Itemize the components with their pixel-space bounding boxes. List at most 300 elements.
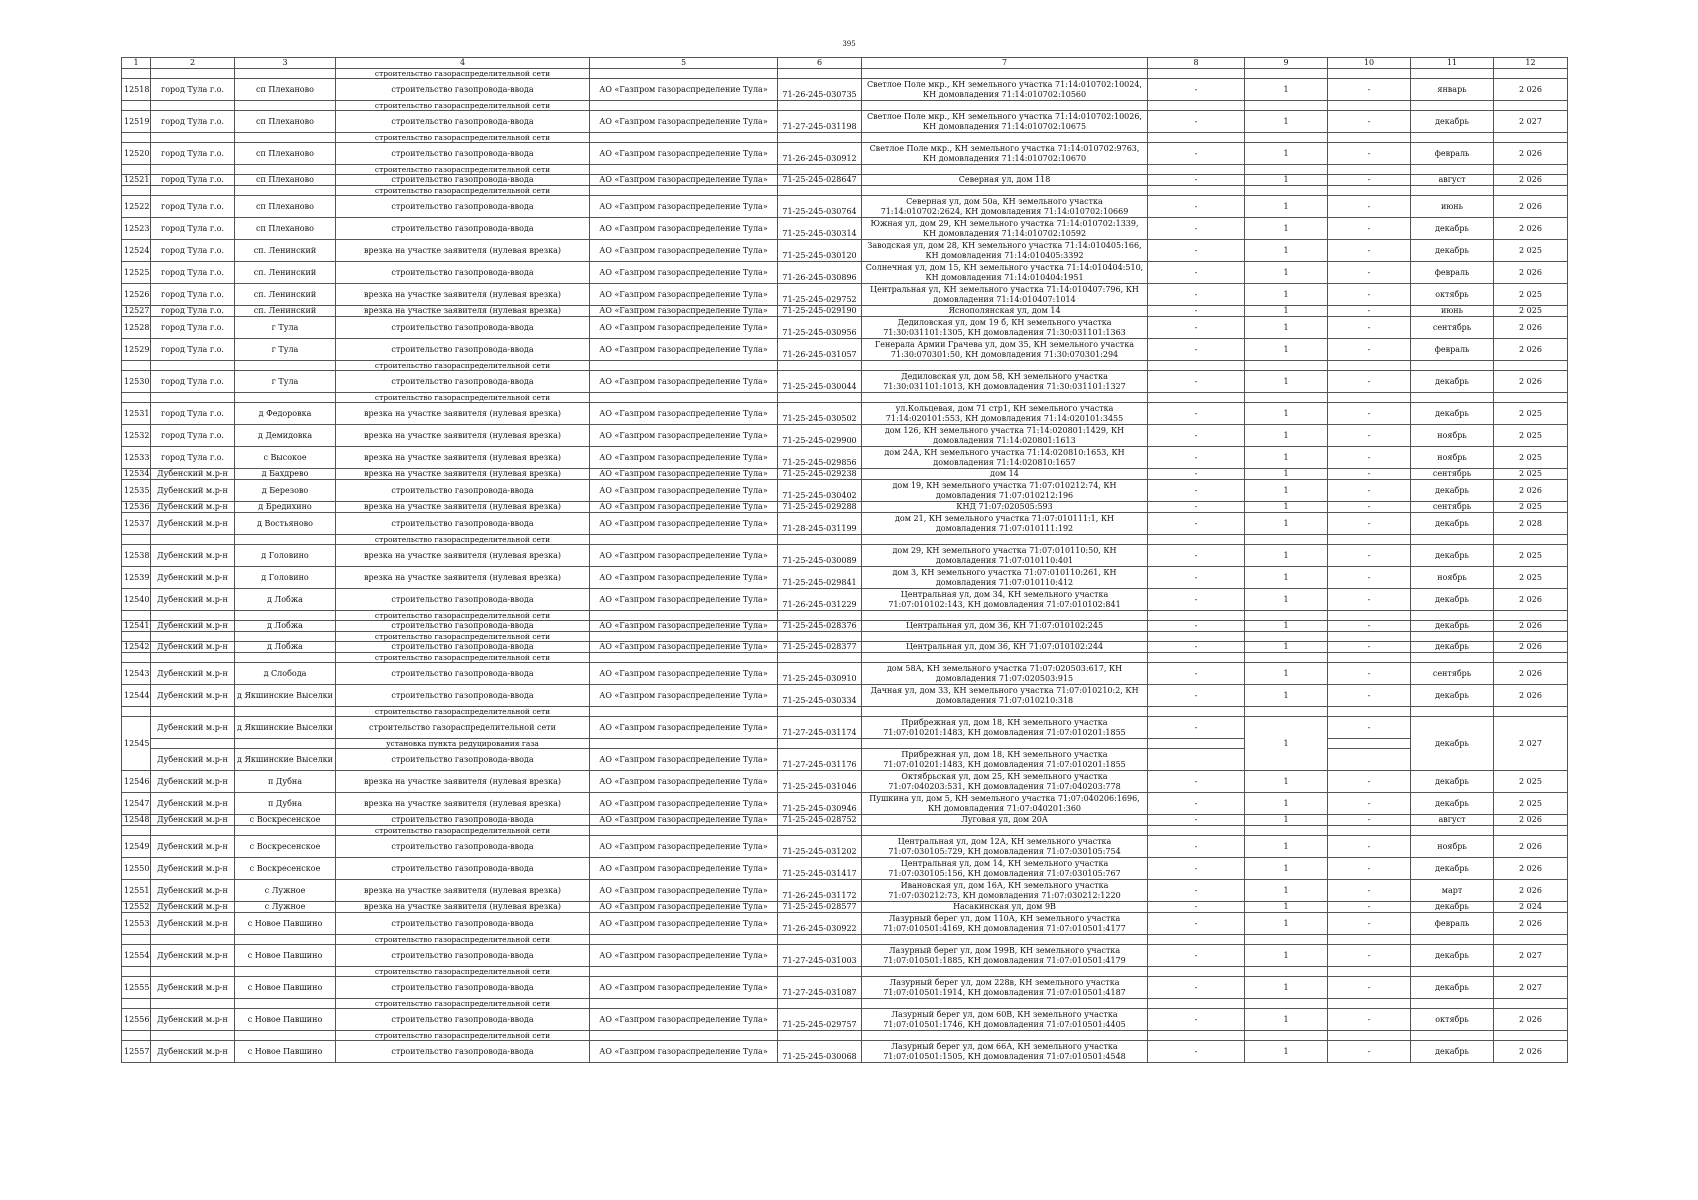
- row-address: Лазурный берег ул, дом 228в, КН земельного участка 71:07:010501:1914, КН домовладения 71:07:010501:4187: [862, 977, 1148, 999]
- row-c8: -: [1148, 175, 1245, 186]
- row-work: строительство газопровода-ввода: [336, 262, 590, 284]
- row-year: 2 025: [1494, 567, 1568, 589]
- row-code: 71-25-245-030502: [778, 403, 862, 425]
- row-month: декабрь: [1411, 480, 1494, 502]
- row-year: 2 026: [1494, 143, 1568, 165]
- table-subrow: [122, 935, 1568, 945]
- row-c10: -: [1328, 317, 1411, 339]
- row-work: строительство газопровода-ввода: [336, 371, 590, 393]
- row-address: дом 21, КН земельного участка 71:07:010111:1, КН домовладения 71:07:010111:192: [862, 513, 1148, 535]
- row-c10: -: [1328, 642, 1411, 653]
- row-org: АО «Газпром газораспределение Тула»: [590, 567, 778, 589]
- row-settlement: д Бахдрево: [235, 469, 336, 480]
- table-subrow: [122, 653, 1568, 663]
- row-work: врезка на участке заявителя (нулевая врезка): [336, 469, 590, 480]
- row-c8: -: [1148, 663, 1245, 685]
- row-c9: 1: [1245, 1009, 1328, 1031]
- row-c10: -: [1328, 717, 1411, 739]
- row-org: АО «Газпром газораспределение Тула»: [590, 717, 778, 739]
- row-work: строительство газопровода-ввода: [336, 685, 590, 707]
- row-district: город Тула г.о.: [151, 79, 235, 101]
- row-org: АО «Газпром газораспределение Тула»: [590, 240, 778, 262]
- row-org: АО «Газпром газораспределение Тула»: [590, 196, 778, 218]
- row-c9: 1: [1245, 902, 1328, 913]
- row-id: 12557: [122, 1041, 151, 1063]
- row-work: строительство газопровода-ввода: [336, 977, 590, 999]
- table-subrow: [122, 165, 1568, 175]
- row-c9: 1: [1245, 480, 1328, 502]
- col-header: 1: [122, 58, 151, 69]
- row-district: Дубенский м.р-н: [151, 945, 235, 967]
- row-work: строительство газопровода-ввода: [336, 836, 590, 858]
- row-c8: -: [1148, 567, 1245, 589]
- table-body-upper: [122, 69, 1568, 707]
- row-work: строительство газопровода-ввода: [336, 196, 590, 218]
- table-subrow: [122, 707, 1568, 717]
- table-row: [122, 793, 1568, 815]
- row-c10: -: [1328, 480, 1411, 502]
- row-settlement: д Лобжа: [235, 621, 336, 632]
- row-work: врезка на участке заявителя (нулевая врезка): [336, 284, 590, 306]
- row-work: врезка на участке заявителя (нулевая врезка): [336, 880, 590, 902]
- row-org: АО «Газпром газораспределение Тула»: [590, 589, 778, 611]
- row-work: врезка на участке заявителя (нулевая врезка): [336, 403, 590, 425]
- row-c8: -: [1148, 858, 1245, 880]
- row-org: АО «Газпром газораспределение Тула»: [590, 111, 778, 133]
- table-body-lower: [122, 771, 1568, 1063]
- row-month: декабрь: [1411, 642, 1494, 653]
- row-address: Центральная ул, дом 36, КН 71:07:010102:245: [862, 621, 1148, 632]
- row-district: город Тула г.о.: [151, 339, 235, 361]
- row-settlement: д Лобжа: [235, 642, 336, 653]
- table-subrow: [122, 611, 1568, 621]
- row-c9: 1: [1245, 836, 1328, 858]
- row-id: 12546: [122, 771, 151, 793]
- row-code: 71-25-245-031417: [778, 858, 862, 880]
- row-month: декабрь: [1411, 945, 1494, 967]
- row-c10: -: [1328, 880, 1411, 902]
- table-row: [122, 836, 1568, 858]
- row-settlement: сп Плеханово: [235, 111, 336, 133]
- row-org: АО «Газпром газораспределение Тула»: [590, 480, 778, 502]
- row-work: врезка на участке заявителя (нулевая врезка): [336, 502, 590, 513]
- row-address: Яснополянская ул, дом 14: [862, 306, 1148, 317]
- row-c10: -: [1328, 218, 1411, 240]
- row-district: Дубенский м.р-н: [151, 685, 235, 707]
- row-c9: 1: [1245, 663, 1328, 685]
- row-org: АО «Газпром газораспределение Тула»: [590, 339, 778, 361]
- row-org: АО «Газпром газораспределение Тула»: [590, 642, 778, 653]
- row-code: 71-27-245-031198: [778, 111, 862, 133]
- row-address: Центральная ул, дом 12А, КН земельного участка 71:07:030105:729, КН домовладения 71:07:030105:754: [862, 836, 1148, 858]
- row-month: декабрь: [1411, 717, 1494, 771]
- row-c9: 1: [1245, 717, 1328, 771]
- row-month: декабрь: [1411, 403, 1494, 425]
- row-month: ноябрь: [1411, 425, 1494, 447]
- row-c9: 1: [1245, 880, 1328, 902]
- subrow-work: строительство газораспределительной сети: [336, 707, 590, 717]
- row-address: ул.Кольцевая, дом 71 стр1, КН земельного участка 71:14:020101:553, КН домовладения 71:14:020101:3455: [862, 403, 1148, 425]
- row-code: 71-25-245-031202: [778, 836, 862, 858]
- row-org: АО «Газпром газораспределение Тула»: [590, 880, 778, 902]
- row-address: Лазурный берег ул, дом 199В, КН земельного участка 71:07:010501:1885, КН домовладения 71:07:010501:4179: [862, 945, 1148, 967]
- row-c10: -: [1328, 567, 1411, 589]
- row-c8: -: [1148, 218, 1245, 240]
- row-code: 71-27-245-031087: [778, 977, 862, 999]
- row-code: 71-25-245-030956: [778, 317, 862, 339]
- row-id: 12540: [122, 589, 151, 611]
- subrow-work: строительство газораспределительной сети: [336, 133, 590, 143]
- subrow-work: строительство газораспределительной сети: [336, 393, 590, 403]
- row-id: 12530: [122, 371, 151, 393]
- row-district: Дубенский м.р-н: [151, 836, 235, 858]
- row-year: 2 024: [1494, 902, 1568, 913]
- table-row: [122, 685, 1568, 707]
- table-subrow: [122, 361, 1568, 371]
- row-id: 12554: [122, 945, 151, 967]
- row-settlement: д Головино: [235, 567, 336, 589]
- row-c8: -: [1148, 880, 1245, 902]
- row-c9: 1: [1245, 685, 1328, 707]
- row-year: 2 025: [1494, 447, 1568, 469]
- row-c10: -: [1328, 79, 1411, 101]
- row-month: сентябрь: [1411, 502, 1494, 513]
- subrow-work: установка пункта редуцирования газа: [336, 739, 590, 749]
- row-code: 71-25-245-030910: [778, 663, 862, 685]
- row-district: Дубенский м.р-н: [151, 815, 235, 826]
- row-settlement: с Воскресенское: [235, 815, 336, 826]
- row-settlement: д Головино: [235, 545, 336, 567]
- row-month: сентябрь: [1411, 317, 1494, 339]
- subrow-work: строительство газораспределительной сети: [336, 999, 590, 1009]
- row-settlement: п Дубна: [235, 793, 336, 815]
- row-district: город Тула г.о.: [151, 371, 235, 393]
- row-settlement: сп Плеханово: [235, 79, 336, 101]
- col-header: 4: [336, 58, 590, 69]
- row-district: Дубенский м.р-н: [151, 567, 235, 589]
- table-subrow: [122, 101, 1568, 111]
- row-c8: -: [1148, 793, 1245, 815]
- row-district: город Тула г.о.: [151, 196, 235, 218]
- row-settlement: с Высокое: [235, 447, 336, 469]
- row-work: строительство газопровода-ввода: [336, 513, 590, 535]
- page-number: 395: [842, 40, 856, 48]
- row-id: 12529: [122, 339, 151, 361]
- row-work: строительство газопровода-ввода: [336, 663, 590, 685]
- row-code: 71-25-245-028577: [778, 902, 862, 913]
- row-settlement: сп. Ленинский: [235, 262, 336, 284]
- row-settlement: с Воскресенское: [235, 858, 336, 880]
- row-address: Октябрьская ул, дом 25, КН земельного участка 71:07:040203:531, КН домовладения 71:07:040203:778: [862, 771, 1148, 793]
- table-row: [122, 469, 1568, 480]
- row-c9: 1: [1245, 502, 1328, 513]
- row-address: Южная ул, дом 29, КН земельного участка 71:14:010702:1339, КН домовладения 71:14:010702:10592: [862, 218, 1148, 240]
- row-c8: -: [1148, 469, 1245, 480]
- table-row: [122, 545, 1568, 567]
- table-row: [122, 240, 1568, 262]
- row-address: Северная ул, дом 118: [862, 175, 1148, 186]
- row-settlement: с Новое Павшино: [235, 1041, 336, 1063]
- row-address: дом 29, КН земельного участка 71:07:010110:50, КН домовладения 71:07:010110:401: [862, 545, 1148, 567]
- row-c8: -: [1148, 262, 1245, 284]
- row-id: 12537: [122, 513, 151, 535]
- row-c8: -: [1148, 717, 1245, 739]
- row-settlement: с Лужное: [235, 880, 336, 902]
- row-id: 12519: [122, 111, 151, 133]
- row-year: 2 026: [1494, 836, 1568, 858]
- row-c9: 1: [1245, 403, 1328, 425]
- col-header: 3: [235, 58, 336, 69]
- row-settlement: с Воскресенское: [235, 836, 336, 858]
- col-header: 11: [1411, 58, 1494, 69]
- row-code: 71-27-245-031003: [778, 945, 862, 967]
- row-c9: 1: [1245, 79, 1328, 101]
- row-month: декабрь: [1411, 513, 1494, 535]
- row-month: декабрь: [1411, 371, 1494, 393]
- row-settlement: сп. Ленинский: [235, 284, 336, 306]
- subrow-work: строительство газораспределительной сети: [336, 186, 590, 196]
- row-address: Центральная ул, КН земельного участка 71:14:010407:796, КН домовладения 71:14:010407:1014: [862, 284, 1148, 306]
- table-row: [122, 913, 1568, 935]
- row-c10: -: [1328, 240, 1411, 262]
- row-c9: 1: [1245, 945, 1328, 967]
- row-district: Дубенский м.р-н: [151, 749, 235, 771]
- row-c10: -: [1328, 371, 1411, 393]
- row-org: АО «Газпром газораспределение Тула»: [590, 858, 778, 880]
- row-month: февраль: [1411, 143, 1494, 165]
- table-row: [122, 175, 1568, 186]
- col-header: 8: [1148, 58, 1245, 69]
- row-id: 12535: [122, 480, 151, 502]
- row-year: 2 025: [1494, 306, 1568, 317]
- row-work: врезка на участке заявителя (нулевая врезка): [336, 567, 590, 589]
- row-org: АО «Газпром газораспределение Тула»: [590, 685, 778, 707]
- row-c9: 1: [1245, 196, 1328, 218]
- row-id: 12553: [122, 913, 151, 935]
- row-c10: -: [1328, 502, 1411, 513]
- row-settlement: г Тула: [235, 371, 336, 393]
- row-month: декабрь: [1411, 977, 1494, 999]
- row-district: Дубенский м.р-н: [151, 513, 235, 535]
- table-subrow: [122, 133, 1568, 143]
- table-row: [122, 717, 1568, 739]
- row-c10: -: [1328, 913, 1411, 935]
- row-c10: -: [1328, 815, 1411, 826]
- table-subrow: [122, 632, 1568, 642]
- row-code: 71-25-245-030402: [778, 480, 862, 502]
- row-c10: -: [1328, 621, 1411, 632]
- table-row: [122, 262, 1568, 284]
- row-org: АО «Газпром газораспределение Тула»: [590, 771, 778, 793]
- row-id: 12548: [122, 815, 151, 826]
- row-code: 71-25-245-030044: [778, 371, 862, 393]
- row-work: строительство газопровода-ввода: [336, 621, 590, 632]
- table-row: [122, 589, 1568, 611]
- row-c10: -: [1328, 262, 1411, 284]
- row-code: 71-25-245-029900: [778, 425, 862, 447]
- table-row: [122, 79, 1568, 101]
- row-org: АО «Газпром газораспределение Тула»: [590, 371, 778, 393]
- row-district: Дубенский м.р-н: [151, 793, 235, 815]
- row-district: Дубенский м.р-н: [151, 469, 235, 480]
- row-month: октябрь: [1411, 1009, 1494, 1031]
- row-org: АО «Газпром газораспределение Тула»: [590, 469, 778, 480]
- row-c9: 1: [1245, 175, 1328, 186]
- row-c9: 1: [1245, 284, 1328, 306]
- subrow-work: строительство газораспределительной сети: [336, 165, 590, 175]
- row-id: 12533: [122, 447, 151, 469]
- row-address: Прибрежная ул, дом 18, КН земельного участка 71:07:010201:1483, КН домовладения 71:07:010201:1855: [862, 749, 1148, 771]
- col-header: 6: [778, 58, 862, 69]
- row-code: 71-26-245-030922: [778, 913, 862, 935]
- table-subrow: [122, 826, 1568, 836]
- row-year: 2 026: [1494, 196, 1568, 218]
- row-year: 2 025: [1494, 771, 1568, 793]
- row-code: 71-25-245-030068: [778, 1041, 862, 1063]
- row-org: АО «Газпром газораспределение Тула»: [590, 663, 778, 685]
- row-c10: -: [1328, 589, 1411, 611]
- row-org: АО «Газпром газораспределение Тула»: [590, 815, 778, 826]
- col-header: 10: [1328, 58, 1411, 69]
- row-district: город Тула г.о.: [151, 143, 235, 165]
- row-code: 71-25-245-029856: [778, 447, 862, 469]
- row-month: декабрь: [1411, 1041, 1494, 1063]
- row-district: город Тула г.о.: [151, 425, 235, 447]
- subrow-work: строительство газораспределительной сети: [336, 101, 590, 111]
- row-settlement: сп Плеханово: [235, 143, 336, 165]
- table-row: [122, 902, 1568, 913]
- row-settlement: д Якшинские Выселки: [235, 717, 336, 739]
- row-year: 2 025: [1494, 545, 1568, 567]
- table-subrow: [122, 1031, 1568, 1041]
- row-code: 71-28-245-031199: [778, 513, 862, 535]
- row-code: 71-25-245-028376: [778, 621, 862, 632]
- row-address: Прибрежная ул, дом 18, КН земельного участка 71:07:010201:1483, КН домовладения 71:07:010201:1855: [862, 717, 1148, 739]
- row-c8: -: [1148, 685, 1245, 707]
- row-settlement: сп. Ленинский: [235, 306, 336, 317]
- row-id: 12545: [122, 717, 151, 771]
- row-c10: -: [1328, 111, 1411, 133]
- row-month: июнь: [1411, 196, 1494, 218]
- row-c8: -: [1148, 196, 1245, 218]
- row-code: 71-25-245-031046: [778, 771, 862, 793]
- row-district: Дубенский м.р-н: [151, 771, 235, 793]
- row-settlement: д Демидовка: [235, 425, 336, 447]
- row-c9: 1: [1245, 621, 1328, 632]
- row-c8: -: [1148, 284, 1245, 306]
- row-c8: -: [1148, 502, 1245, 513]
- subrow-work: строительство газораспределительной сети: [336, 826, 590, 836]
- row-org: АО «Газпром газораспределение Тула»: [590, 79, 778, 101]
- row-address: Центральная ул, дом 34, КН земельного участка 71:07:010102:143, КН домовладения 71:07:010102:841: [862, 589, 1148, 611]
- row-c8: -: [1148, 815, 1245, 826]
- row-c9: 1: [1245, 793, 1328, 815]
- row-org: АО «Газпром газораспределение Тула»: [590, 749, 778, 771]
- row-work: строительство газопровода-ввода: [336, 218, 590, 240]
- row-address: Пушкина ул, дом 5, КН земельного участка 71:07:040206:1696, КН домовладения 71:07:040201:360: [862, 793, 1148, 815]
- row-c9: 1: [1245, 858, 1328, 880]
- row-c10: -: [1328, 196, 1411, 218]
- row-settlement: с Новое Павшино: [235, 945, 336, 967]
- row-settlement: д Лобжа: [235, 589, 336, 611]
- row-code: 71-25-245-029190: [778, 306, 862, 317]
- row-id: 12521: [122, 175, 151, 186]
- row-org: АО «Газпром газораспределение Тула»: [590, 1009, 778, 1031]
- row-address: Дедиловская ул, дом 19 б, КН земельного участка 71:30:031101:1305, КН домовладения 71:30:031101:1363: [862, 317, 1148, 339]
- table-row: [122, 567, 1568, 589]
- row-work: строительство газопровода-ввода: [336, 143, 590, 165]
- row-work: строительство газопровода-ввода: [336, 480, 590, 502]
- row-org: АО «Газпром газораспределение Тула»: [590, 306, 778, 317]
- row-district: Дубенский м.р-н: [151, 858, 235, 880]
- row-code: 71-26-245-031229: [778, 589, 862, 611]
- row-c10: -: [1328, 858, 1411, 880]
- row-org: АО «Газпром газораспределение Тула»: [590, 317, 778, 339]
- row-district: город Тула г.о.: [151, 306, 235, 317]
- row-address: Ивановская ул, дом 16А, КН земельного участка 71:07:030212:73, КН домовладения 71:07:030212:1220: [862, 880, 1148, 902]
- row-month: февраль: [1411, 262, 1494, 284]
- row-address: КНД 71:07:020505:593: [862, 502, 1148, 513]
- row-month: ноябрь: [1411, 836, 1494, 858]
- row-address: Светлое Поле мкр., КН земельного участка 71:14:010702:9763, КН домовладения 71:14:010702:10670: [862, 143, 1148, 165]
- row-code: 71-25-245-029757: [778, 1009, 862, 1031]
- row-address: Центральная ул, дом 36, КН 71:07:010102:244: [862, 642, 1148, 653]
- table-row: [122, 771, 1568, 793]
- col-header: 12: [1494, 58, 1568, 69]
- row-address: дом 14: [862, 469, 1148, 480]
- row-district: Дубенский м.р-н: [151, 717, 235, 739]
- row-year: 2 026: [1494, 175, 1568, 186]
- row-c9: 1: [1245, 111, 1328, 133]
- table-subrow: [122, 393, 1568, 403]
- row-year: 2 026: [1494, 880, 1568, 902]
- row-district: Дубенский м.р-н: [151, 880, 235, 902]
- row-year: 2 027: [1494, 977, 1568, 999]
- row-month: февраль: [1411, 913, 1494, 935]
- row-work: врезка на участке заявителя (нулевая врезка): [336, 545, 590, 567]
- table-row: [122, 621, 1568, 632]
- row-year: 2 027: [1494, 111, 1568, 133]
- row-district: город Тула г.о.: [151, 111, 235, 133]
- row-work: строительство газопровода-ввода: [336, 1009, 590, 1031]
- row-org: АО «Газпром газораспределение Тула»: [590, 502, 778, 513]
- row-code: 71-27-245-031176: [778, 749, 862, 771]
- row-c8: -: [1148, 306, 1245, 317]
- row-settlement: сп Плеханово: [235, 196, 336, 218]
- row-code: 71-26-245-030912: [778, 143, 862, 165]
- row-id: 12555: [122, 977, 151, 999]
- row-c9: 1: [1245, 513, 1328, 535]
- row-work: врезка на участке заявителя (нулевая врезка): [336, 771, 590, 793]
- table-subrow: [122, 535, 1568, 545]
- row-year: 2 026: [1494, 685, 1568, 707]
- row-address: Светлое Поле мкр., КН земельного участка 71:14:010702:10024, КН домовладения 71:14:010702:10560: [862, 79, 1148, 101]
- row-id: 12532: [122, 425, 151, 447]
- table-row: [122, 306, 1568, 317]
- table-row: [122, 425, 1568, 447]
- row-c8: -: [1148, 621, 1245, 632]
- table-row: [122, 663, 1568, 685]
- row-settlement: сп. Ленинский: [235, 240, 336, 262]
- row-year: 2 028: [1494, 513, 1568, 535]
- row-district: город Тула г.о.: [151, 262, 235, 284]
- row-c8: -: [1148, 371, 1245, 393]
- row-c9: 1: [1245, 262, 1328, 284]
- row-address: Насакинская ул, дом 9В: [862, 902, 1148, 913]
- row-org: АО «Газпром газораспределение Тула»: [590, 1041, 778, 1063]
- row-id: 12536: [122, 502, 151, 513]
- row-settlement: сп Плеханово: [235, 218, 336, 240]
